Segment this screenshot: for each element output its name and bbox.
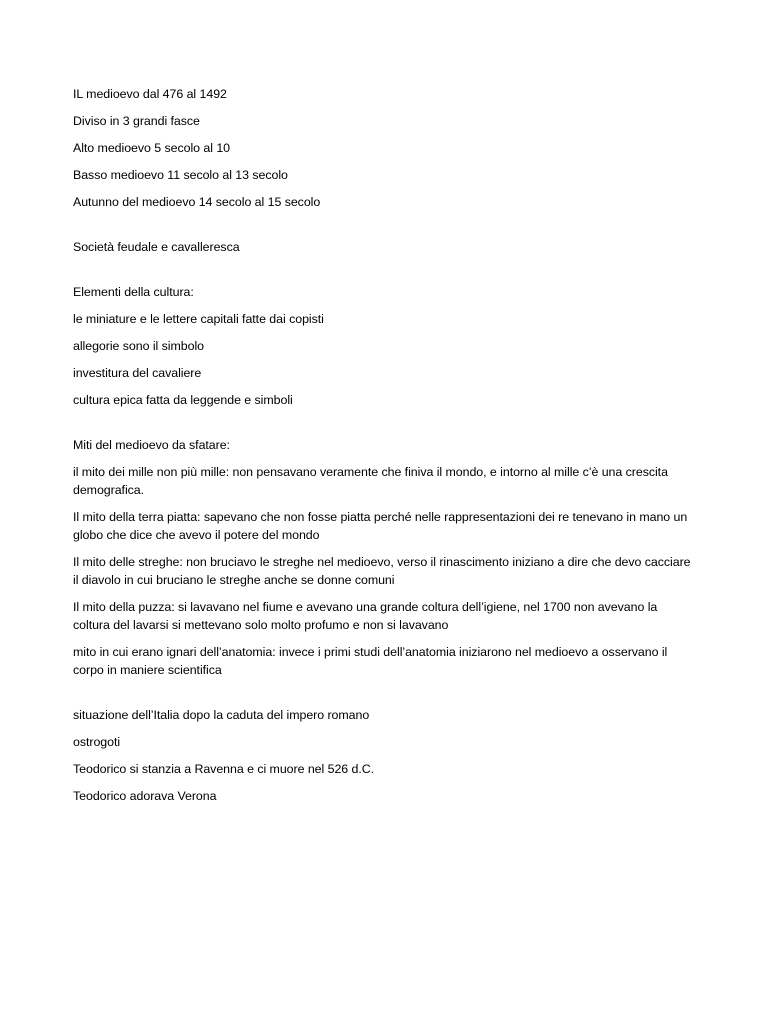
culture-item: le miniature e le lettere capitali fatte dai copisti bbox=[73, 312, 324, 326]
blank-line bbox=[73, 418, 695, 436]
blank-line bbox=[73, 220, 695, 238]
myth-paragraph: Il mito della puzza: si lavavano nel fiume e avevano una grande coltura dell’igiene, nel 1700 non avevano la coltura del lavarsi si mettevano solo molto profumo e non si lavavano bbox=[73, 600, 658, 632]
myth-paragraph: Il mito della terra piatta: sapevano che non fosse piatta perché nelle rappresentazioni dei re tenevano in mano un globo che dice che avevo il potere del mondo bbox=[73, 510, 688, 542]
italy-line: ostrogoti bbox=[73, 735, 121, 749]
culture-item: cultura epica fatta da leggende e simboli bbox=[73, 393, 293, 407]
intro-line: Autunno del medioevo 14 secolo al 15 secolo bbox=[73, 195, 321, 209]
blank-line bbox=[73, 688, 695, 706]
intro-line: Basso medioevo 11 secolo al 13 secolo bbox=[73, 168, 288, 182]
culture-item: investitura del cavaliere bbox=[73, 366, 202, 380]
society-heading: Società feudale e cavalleresca bbox=[73, 240, 240, 254]
myth-paragraph: il mito dei mille non più mille: non pensavano veramente che finiva il mondo, e intorno al mille c’è una crescita demografica. bbox=[73, 465, 668, 497]
intro-line: Alto medioevo 5 secolo al 10 bbox=[73, 141, 231, 155]
document-page bbox=[73, 85, 695, 814]
italy-heading: situazione dell’Italia dopo la caduta del impero romano bbox=[73, 708, 370, 722]
culture-item: allegorie sono il simbolo bbox=[73, 339, 204, 353]
intro-line: Diviso in 3 grandi fasce bbox=[73, 114, 200, 128]
italy-line: Teodorico si stanzia a Ravenna e ci muore nel 526 d.C. bbox=[73, 762, 375, 776]
blank-line bbox=[73, 265, 695, 283]
myth-paragraph: Il mito delle streghe: non bruciavo le streghe nel medioevo, verso il rinascimento iniziano a dire che devo cacciare il diavolo in cui bruciano le streghe anche se donne comuni bbox=[73, 555, 691, 587]
culture-heading: Elementi della cultura: bbox=[73, 285, 194, 299]
myth-paragraph: mito in cui erano ignari dell’anatomia: invece i primi studi dell’anatomia iniziarono nel medioevo a osservano il corpo in maniere scientifica bbox=[73, 645, 668, 677]
italy-line: Teodorico adorava Verona bbox=[73, 789, 217, 803]
intro-title: IL medioevo dal 476 al 1492 bbox=[73, 87, 227, 101]
myths-heading: Miti del medioevo da sfatare: bbox=[73, 438, 230, 452]
